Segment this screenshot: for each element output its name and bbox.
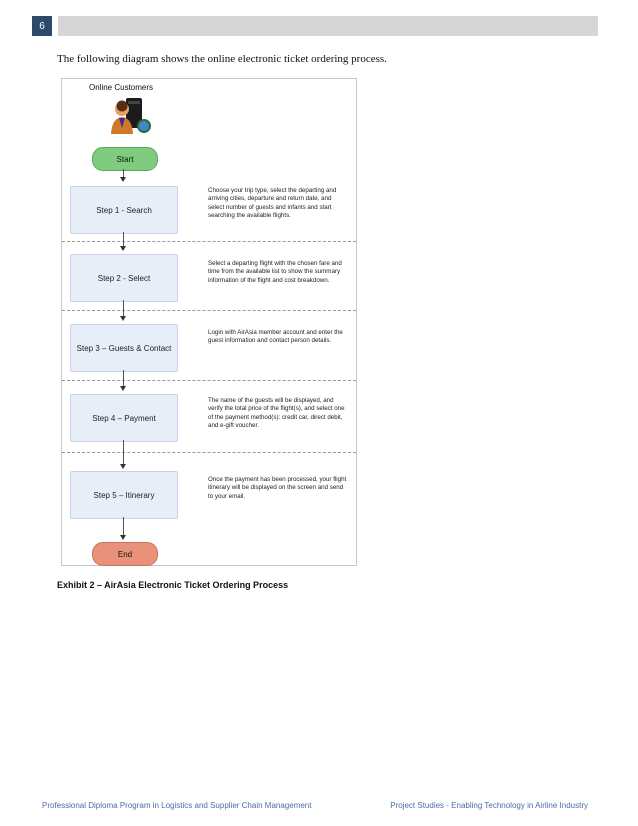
footer-left: Professional Diploma Program in Logistics and Supplier Chain Management [42, 801, 312, 810]
step-4-description: The name of the guests will be displayed, and verify the total price of the flight(s), and select one of the payment method(s): credit car, direct debit, and e-gift voucher. [208, 397, 345, 429]
arrow-icon [120, 177, 126, 182]
process-diagram [61, 78, 357, 566]
divider [62, 310, 356, 311]
arrow-icon [120, 535, 126, 540]
connector-line [123, 517, 124, 535]
figure-caption: Exhibit 2 – AirAsia Electronic Ticket Ordering Process [57, 580, 289, 590]
step-1-box: Step 1 - Search [70, 186, 178, 234]
connector-line [123, 232, 124, 246]
divider [62, 241, 356, 242]
connector-line [123, 300, 124, 316]
step-5-description: Once the payment has been processed, your flight itinerary will be displayed on the screen and send to your email. [208, 476, 347, 500]
step-2-description: Select a departing flight with the chosen fare and time from the available list to show the summary information of the flight and cost breakdown. [208, 260, 342, 284]
arrow-icon [120, 316, 126, 321]
divider [62, 452, 356, 453]
arrow-icon [120, 386, 126, 391]
step-3-description: Login with AirAsia member account and enter the guest information and contact person details. [208, 329, 343, 345]
arrow-icon [120, 464, 126, 469]
actor-label: Online Customers [89, 83, 154, 92]
start-node: Start [92, 147, 158, 171]
step-4-box: Step 4 – Payment [70, 394, 178, 442]
divider [62, 380, 356, 381]
connector-line [123, 370, 124, 386]
page-number: 6 [32, 16, 52, 36]
step-5-box: Step 5 – Itinerary [70, 471, 178, 519]
connector-line [123, 440, 124, 464]
step-3-box: Step 3 – Guests & Contact [70, 324, 178, 372]
customer-icon [108, 96, 152, 136]
arrow-icon [120, 246, 126, 251]
step-2-box: Step 2 - Select [70, 254, 178, 302]
connector-line [123, 169, 124, 177]
footer-right: Project Studies - Enabling Technology in Airline Industry [390, 801, 588, 810]
header-bar [58, 16, 598, 36]
end-node: End [92, 542, 158, 566]
intro-text: The following diagram shows the online electronic ticket ordering process. [57, 53, 387, 65]
step-1-description: Choose your trip type, select the departing and arriving cities, departure and return date, and select number of guests and infants and start searching the available flights. [208, 187, 337, 219]
